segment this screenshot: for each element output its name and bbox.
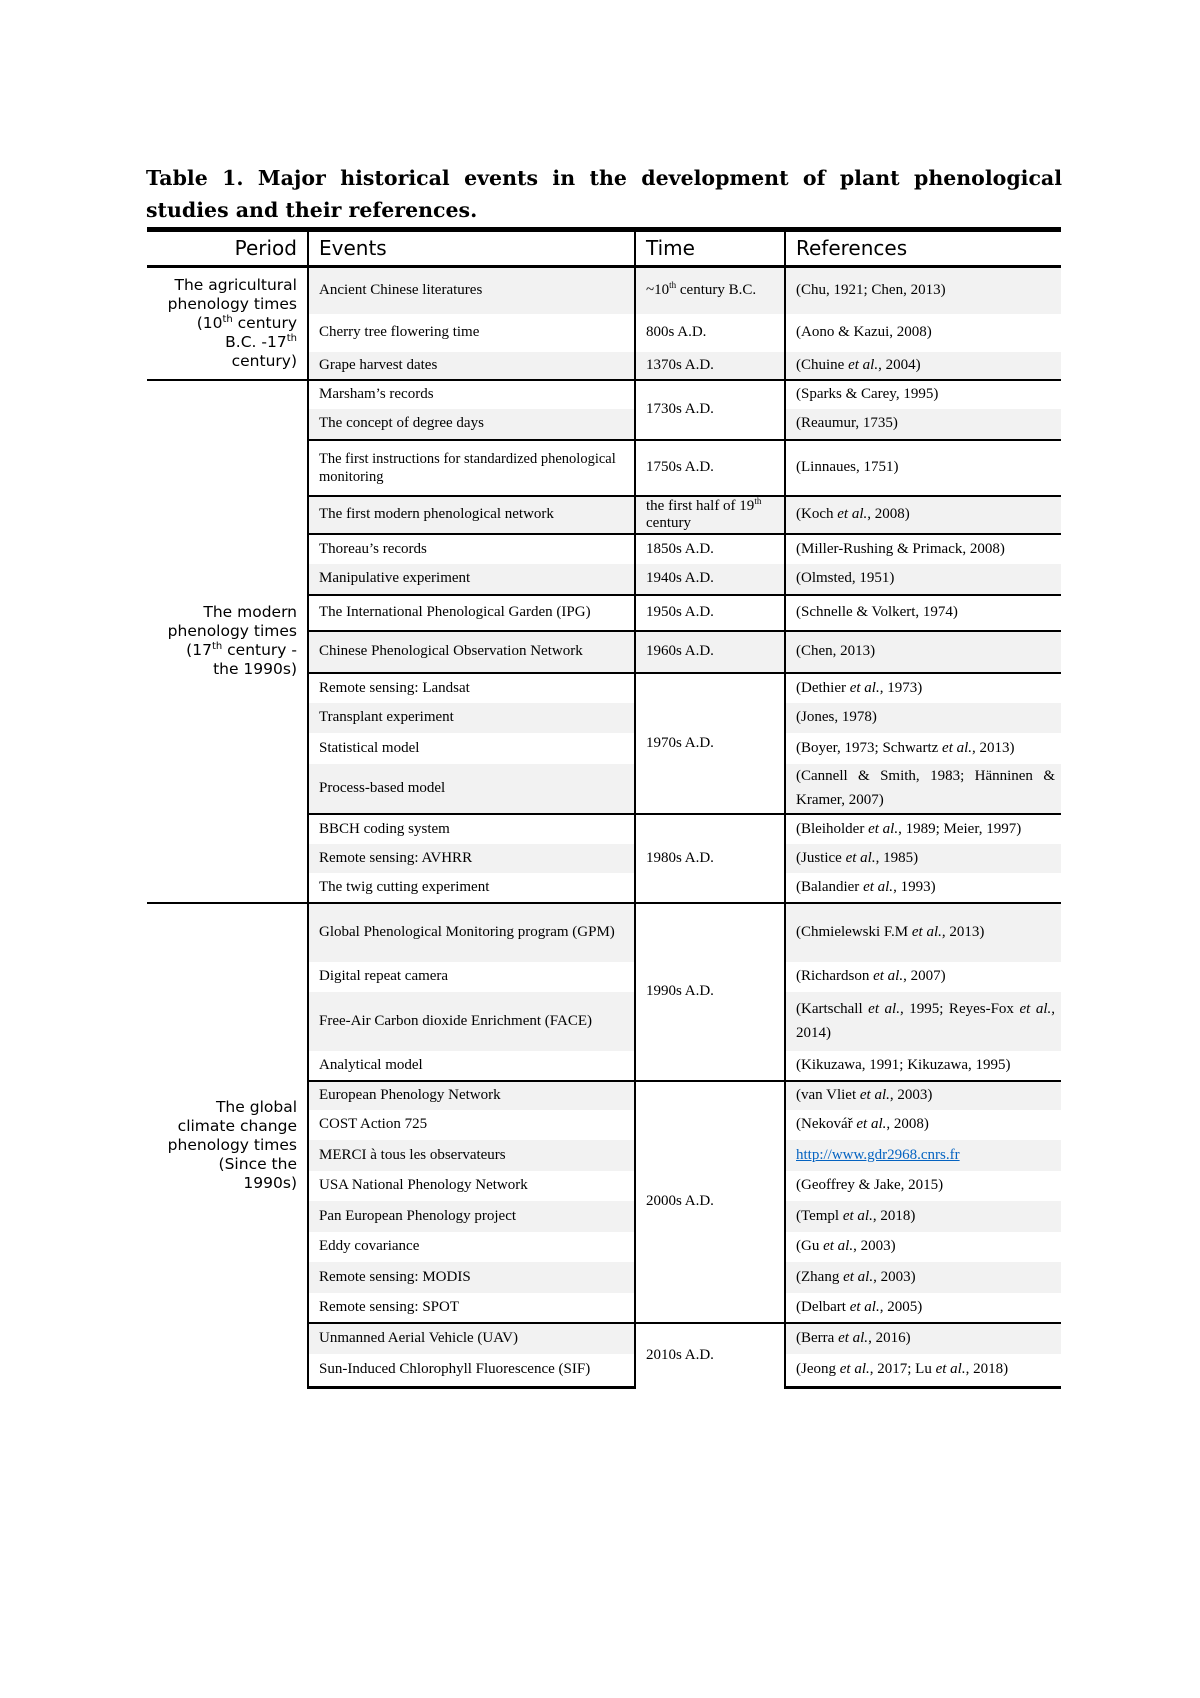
reference-cell: (Aono & Kazui, 2008)	[785, 314, 1061, 352]
event-cell: The International Phenological Garden (IPG)	[308, 595, 635, 631]
time-cell: 1850s A.D.	[635, 534, 785, 564]
time-cell: 1980s A.D.	[635, 814, 785, 903]
reference-cell: (Zhang et al., 2003)	[785, 1262, 1061, 1293]
time-cell: the first half of 19th century	[635, 496, 785, 534]
reference-cell: (Chen, 2013)	[785, 631, 1061, 673]
period-modern: The modern phenology times (17th century - the 1990s)	[147, 380, 308, 903]
time-cell: ~10th century B.C.	[635, 267, 785, 314]
event-cell: Analytical model	[308, 1051, 635, 1081]
reference-cell: (Gu et al., 2003)	[785, 1232, 1061, 1262]
reference-link[interactable]: http://www.gdr2968.cnrs.fr	[796, 1146, 960, 1163]
event-cell: Grape harvest dates	[308, 352, 635, 380]
period-agricultural: The agricultural phenology times (10th century B.C. -17th century)	[147, 267, 308, 380]
reference-cell: (Delbart et al., 2005)	[785, 1293, 1061, 1323]
time-cell: 2010s A.D.	[635, 1323, 785, 1388]
period-global: The global climate change phenology times (Since the 1990s)	[147, 903, 308, 1388]
event-cell: Remote sensing: SPOT	[308, 1293, 635, 1323]
reference-cell: (Nekovář et al., 2008)	[785, 1110, 1061, 1140]
table-row	[147, 380, 1061, 409]
reference-cell	[785, 1140, 1061, 1171]
event-cell: Transplant experiment	[308, 703, 635, 733]
table-header-row	[147, 230, 1061, 267]
reference-cell: (Kikuzawa, 1991; Kikuzawa, 1995)	[785, 1051, 1061, 1081]
phenology-events-table	[147, 227, 1061, 1389]
reference-cell: (Chu, 1921; Chen, 2013)	[785, 267, 1061, 314]
reference-cell: (Reaumur, 1735)	[785, 409, 1061, 440]
event-cell: The twig cutting experiment	[308, 873, 635, 903]
reference-cell: (Cannell & Smith, 1983; Hänninen & Kramer, 2007)	[785, 764, 1061, 814]
reference-cell: (Bleiholder et al., 1989; Meier, 1997)	[785, 814, 1061, 844]
header-time: Time	[635, 230, 785, 267]
reference-cell: (Dethier et al., 1973)	[785, 673, 1061, 703]
event-cell: Manipulative experiment	[308, 564, 635, 595]
event-cell: Free-Air Carbon dioxide Enrichment (FACE)	[308, 992, 635, 1051]
table-row	[147, 267, 1061, 314]
time-cell: 1940s A.D.	[635, 564, 785, 595]
reference-cell: (Sparks & Carey, 1995)	[785, 380, 1061, 409]
time-cell: 2000s A.D.	[635, 1081, 785, 1323]
reference-cell: (Olmsted, 1951)	[785, 564, 1061, 595]
reference-cell: (Miller-Rushing & Primack, 2008)	[785, 534, 1061, 564]
event-cell: Unmanned Aerial Vehicle (UAV)	[308, 1323, 635, 1354]
event-cell: Remote sensing: Landsat	[308, 673, 635, 703]
event-cell: Global Phenological Monitoring program (GPM)	[308, 903, 635, 962]
reference-cell: (Linnaues, 1751)	[785, 440, 1061, 496]
reference-cell: (Balandier et al., 1993)	[785, 873, 1061, 903]
event-cell: The first modern phenological network	[308, 496, 635, 534]
reference-cell: (Richardson et al., 2007)	[785, 962, 1061, 992]
event-cell: Remote sensing: AVHRR	[308, 844, 635, 873]
event-cell: USA National Phenology Network	[308, 1171, 635, 1201]
table-row	[147, 903, 1061, 962]
time-cell: 1750s A.D.	[635, 440, 785, 496]
header-period: Period	[147, 230, 308, 267]
event-cell: COST Action 725	[308, 1110, 635, 1140]
event-cell: Process-based model	[308, 764, 635, 814]
event-cell: Ancient Chinese literatures	[308, 267, 635, 314]
event-cell: Statistical model	[308, 733, 635, 764]
event-cell: Remote sensing: MODIS	[308, 1262, 635, 1293]
reference-cell: (Kartschall et al., 1995; Reyes-Fox et al., 2014)	[785, 992, 1061, 1051]
event-cell: Chinese Phenological Observation Network	[308, 631, 635, 673]
reference-cell: (Berra et al., 2016)	[785, 1323, 1061, 1354]
event-cell: The first instructions for standardized phenological monitoring	[308, 440, 635, 496]
reference-cell: (van Vliet et al., 2003)	[785, 1081, 1061, 1110]
event-cell: Pan European Phenology project	[308, 1201, 635, 1232]
event-cell: Digital repeat camera	[308, 962, 635, 992]
event-cell: MERCI à tous les observateurs	[308, 1140, 635, 1171]
time-cell: 1960s A.D.	[635, 631, 785, 673]
reference-cell: (Geoffrey & Jake, 2015)	[785, 1171, 1061, 1201]
event-cell: European Phenology Network	[308, 1081, 635, 1110]
reference-cell: (Chmielewski F.M et al., 2013)	[785, 903, 1061, 962]
reference-cell: (Justice et al., 1985)	[785, 844, 1061, 873]
event-cell: Sun-Induced Chlorophyll Fluorescence (SIF)	[308, 1354, 635, 1388]
event-cell: Cherry tree flowering time	[308, 314, 635, 352]
time-cell: 1970s A.D.	[635, 673, 785, 814]
table-caption: Table 1. Major historical events in the development of plant phenological studies and their references.	[146, 166, 1062, 222]
time-cell: 800s A.D.	[635, 314, 785, 352]
header-references: References	[785, 230, 1061, 267]
event-cell: The concept of degree days	[308, 409, 635, 440]
time-cell: 1730s A.D.	[635, 380, 785, 440]
reference-cell: (Koch et al., 2008)	[785, 496, 1061, 534]
reference-cell: (Jones, 1978)	[785, 703, 1061, 733]
reference-cell: (Templ et al., 2018)	[785, 1201, 1061, 1232]
event-cell: Thoreau’s records	[308, 534, 635, 564]
time-cell: 1370s A.D.	[635, 352, 785, 380]
time-cell: 1950s A.D.	[635, 595, 785, 631]
event-cell: BBCH coding system	[308, 814, 635, 844]
reference-cell: (Chuine et al., 2004)	[785, 352, 1061, 380]
reference-cell: (Jeong et al., 2017; Lu et al., 2018)	[785, 1354, 1061, 1388]
event-cell: Eddy covariance	[308, 1232, 635, 1262]
reference-cell: (Schnelle & Volkert, 1974)	[785, 595, 1061, 631]
header-events: Events	[308, 230, 635, 267]
time-cell: 1990s A.D.	[635, 903, 785, 1081]
event-cell: Marsham’s records	[308, 380, 635, 409]
reference-cell: (Boyer, 1973; Schwartz et al., 2013)	[785, 733, 1061, 764]
